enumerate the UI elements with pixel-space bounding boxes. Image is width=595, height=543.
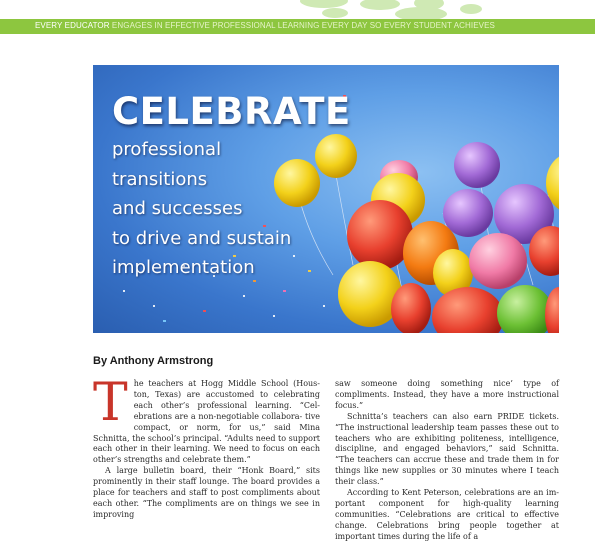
decorative-dot	[322, 8, 348, 18]
paragraph	[93, 466, 320, 521]
hero-line: to drive and sustain	[112, 227, 292, 249]
text-line: ebrations are a non-negotiable collabora-	[133, 411, 303, 421]
drop-cap: T	[93, 373, 128, 433]
text-line: minutes where I teach their class.”	[335, 466, 560, 487]
article-column-1	[93, 373, 321, 521]
hero-title: CELEBRATE	[112, 90, 351, 133]
text-line: According to Kent Peterson, celebrations are an im-	[347, 488, 559, 498]
paragraph	[335, 379, 559, 412]
text-line: portant component for high-quality learning communities.	[335, 498, 559, 519]
hero-line: and successes	[112, 198, 243, 219]
text-line: instructional leadership team passes these out to teachers	[335, 422, 560, 443]
text-line: Schnitta, the school’s principal. “Adults need to support	[93, 433, 320, 443]
paragraph	[335, 412, 559, 488]
text-line: these and trade them in for things like new supplies or 30	[335, 455, 559, 476]
byline: By Anthony Armstrong	[93, 355, 214, 367]
text-line: Instead, they have a more instructional focus.”	[335, 389, 559, 410]
text-line: who are exhibiting politeness, intelligence, discipline, and	[335, 433, 560, 454]
text-line: tive compact, or norm, for us,” said Mina	[133, 411, 321, 432]
text-line: other’s strengths and celebrate them.”	[93, 455, 251, 465]
hero-line: professional	[112, 139, 222, 160]
text-line: he teachers at Hogg Middle School (Hous-	[133, 379, 320, 388]
text-line: prominently in their staff lounge. The board provides a	[93, 477, 320, 487]
header-banner	[0, 0, 595, 35]
hero-line: implementation	[112, 257, 255, 278]
text-line: bring people together at important times during the life of a	[335, 520, 559, 541]
decorative-dot	[460, 4, 482, 14]
tagline-lead: EVERY EDUCATOR	[35, 21, 110, 30]
text-line: Schnitta’s teachers can also earn PRIDE tickets. “The	[335, 411, 559, 432]
text-line: other. “The compliments are on things we see in improving	[93, 498, 320, 519]
tagline	[35, 21, 495, 30]
text-line: each other’s professional learning. “Cel-	[133, 400, 320, 410]
text-line: engaged behaviors,” said Schnitta. “The teachers can accrue	[335, 444, 559, 465]
article-column-2	[335, 379, 559, 543]
hero-line: transitions	[112, 168, 208, 190]
text-line: A large bulletin board, their “Honk Board,” sits	[105, 466, 320, 476]
text-line: place for teachers and staff to post compliments about each	[93, 488, 320, 508]
text-line: ton, Texas) are accustomed to celebrating	[133, 389, 320, 399]
text-line: “Celebrations are critical to effective change. Celebrations	[335, 509, 560, 530]
hero-image	[93, 65, 559, 333]
text-line: each other in their learning. We need to focus on each	[93, 444, 320, 454]
tagline-rest: ENGAGES IN EFFECTIVE PROFESSIONAL LEARNING EVERY DAY SO EVERY STUDENT ACHIEVES	[109, 21, 495, 30]
hero-subtitle	[112, 135, 291, 283]
paragraph	[335, 488, 559, 543]
text-line: saw someone doing something nice’ type of compliments.	[335, 379, 559, 399]
